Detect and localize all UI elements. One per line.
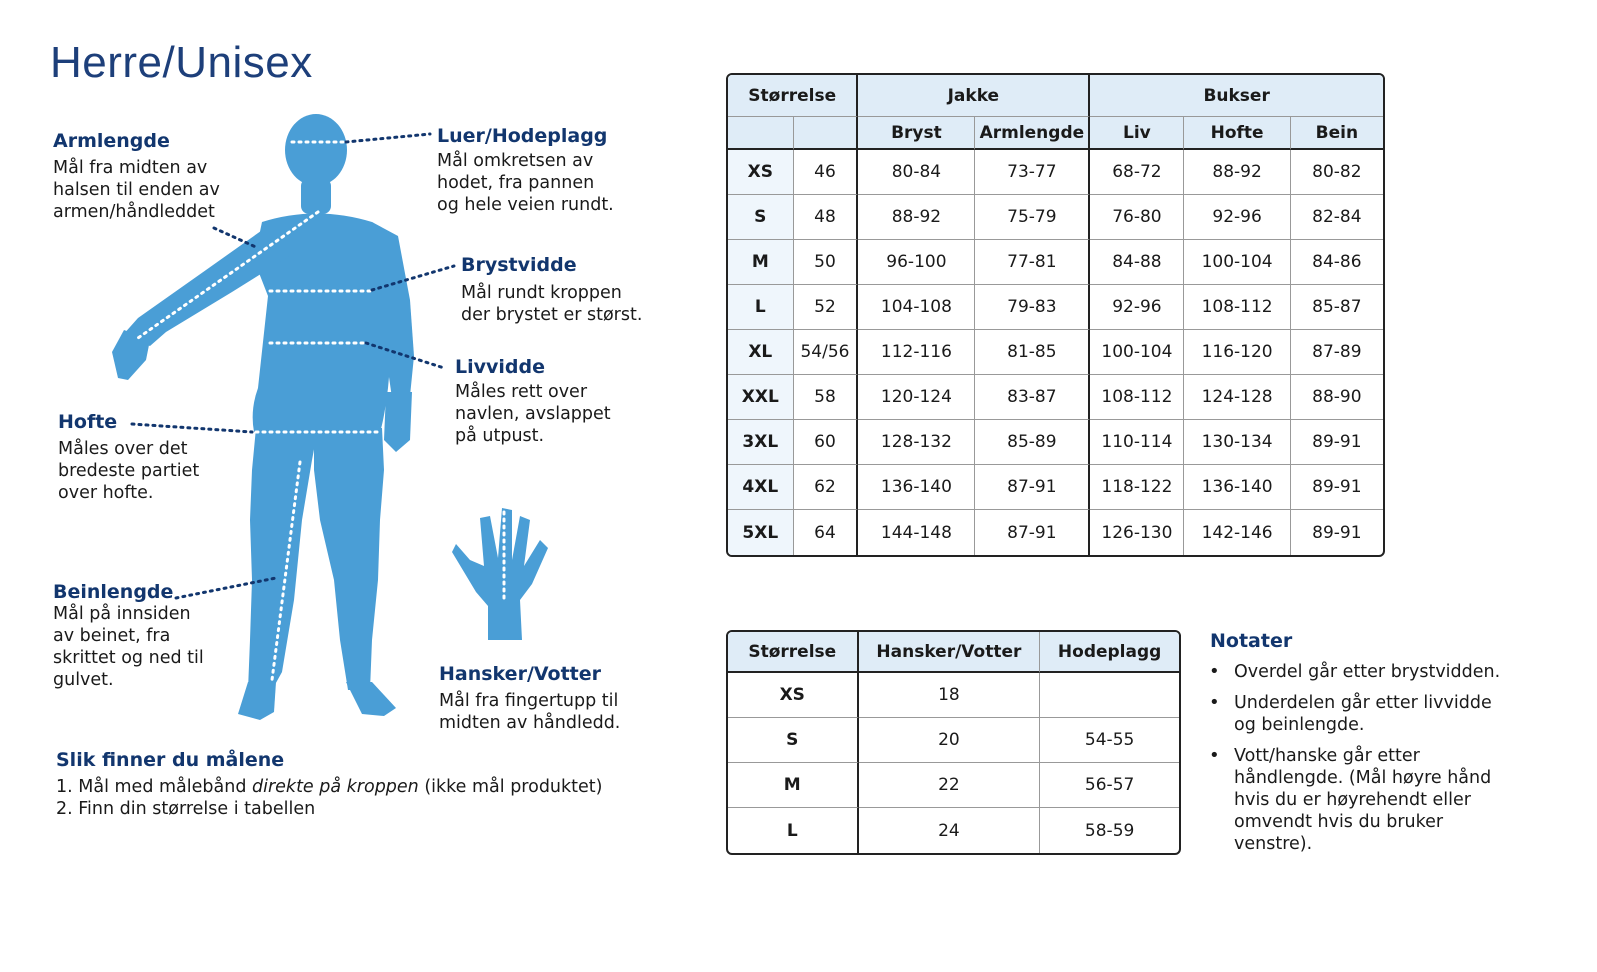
size-table-cell: 124-128 [1184, 375, 1290, 420]
howto-step-1-emphasis: direkte på kroppen [252, 777, 419, 797]
size-table-cell: 76-80 [1090, 195, 1184, 240]
notes-title: Notater [1210, 630, 1293, 652]
howto-steps [56, 776, 602, 820]
size-table-cell: 100-104 [1184, 240, 1290, 285]
header-empty-1 [728, 117, 794, 150]
size-table-cell: 83-87 [975, 375, 1090, 420]
acc-size-cell: M [728, 763, 859, 808]
acc-table-cell [1040, 673, 1179, 718]
hofte-title: Hofte [58, 411, 118, 433]
size-cell: XL [728, 330, 794, 375]
size-table-cell: 84-88 [1090, 240, 1184, 285]
accessory-table [726, 630, 1181, 855]
label-hofte [58, 411, 248, 504]
size-table-cell: 120-124 [858, 375, 975, 420]
size-cell: M [728, 240, 794, 285]
acc-table-cell: 56-57 [1040, 763, 1179, 808]
acc-size-cell: XS [728, 673, 859, 718]
size-table-cell: 136-140 [858, 465, 975, 510]
size-table-cell: 108-112 [1090, 375, 1184, 420]
size-table-cell: 80-84 [858, 150, 975, 195]
howto-step-1 [56, 776, 602, 798]
size-row [728, 510, 1383, 555]
size-table-cell: 130-134 [1184, 420, 1290, 465]
acc-table-cell: 58-59 [1084, 820, 1135, 841]
header-bukser: Bukser [1090, 75, 1383, 117]
note-item: • Underdelen går etter livvidde og beinlengde. [1205, 692, 1505, 736]
size-table-cell: 60 [794, 420, 859, 465]
label-brystvidde [461, 254, 681, 326]
size-table-cell: 88-92 [858, 195, 975, 240]
page-title: Herre/Unisex [50, 38, 313, 87]
size-table-cell: 54/56 [794, 330, 859, 375]
size-table-cell: 89-91 [1291, 420, 1383, 465]
size-table-cell: 100-104 [1090, 330, 1184, 375]
header-liv: Liv [1090, 117, 1184, 150]
size-table-cell: 89-91 [1312, 522, 1362, 543]
size-table-cell: 48 [794, 195, 859, 240]
size-table-cell: 88-90 [1291, 375, 1383, 420]
size-row [728, 150, 1383, 195]
hansker-title: Hansker/Votter [439, 663, 602, 685]
size-table-cell: 81-85 [975, 330, 1090, 375]
size-table-cell: 68-72 [1090, 150, 1184, 195]
size-table-cell: 128-132 [858, 420, 975, 465]
size-table-cell: 80-82 [1291, 150, 1383, 195]
hansker-text: Mål fra fingertupp til midten av håndledd. [439, 691, 621, 733]
size-table-cell: 87-91 [975, 510, 1090, 555]
acc-row [728, 808, 1179, 853]
header-empty-2 [794, 117, 859, 150]
header-bein: Bein [1291, 117, 1383, 150]
beinlengde-text: Mål på innsiden av beinet, fra skrittet og ned til gulvet. [53, 604, 204, 690]
size-table-cell: 64 [794, 510, 859, 555]
acc-row [728, 673, 1179, 718]
size-table-cell: 75-79 [975, 195, 1090, 240]
armlengde-title: Armlengde [53, 130, 170, 152]
size-cell: S [728, 195, 794, 240]
header-hofte: Hofte [1184, 117, 1290, 150]
size-table-cell: 136-140 [1184, 465, 1290, 510]
size-row [728, 195, 1383, 240]
brystvidde-text: Mål rundt kroppen der brystet er størst. [461, 283, 643, 325]
size-table-cell: 77-81 [975, 240, 1090, 285]
size-table-cell: 84-86 [1291, 240, 1383, 285]
size-table-cell: 58 [794, 375, 859, 420]
notes-list [1205, 661, 1505, 864]
size-cell: 3XL [728, 420, 794, 465]
size-table-cell: 112-116 [858, 330, 975, 375]
acc-table-cell: 18 [859, 673, 1041, 718]
size-cell: 4XL [728, 465, 794, 510]
beinlengde-title: Beinlengde [53, 581, 174, 603]
header-jakke: Jakke [858, 75, 1090, 117]
header-bryst: Bryst [858, 117, 975, 150]
header-size: Størrelse [728, 75, 858, 117]
note-item: • Overdel går etter brystvidden. [1205, 661, 1505, 683]
size-table-cell: 144-148 [858, 510, 975, 555]
acc-header-size: Størrelse [728, 632, 859, 673]
label-luer [437, 125, 677, 216]
label-livvidde [455, 356, 655, 447]
size-row [728, 330, 1383, 375]
label-beinlengde [53, 581, 243, 691]
armlengde-text: Mål fra midten av halsen til enden av armen/håndleddet [53, 158, 220, 222]
size-cell: L [728, 285, 794, 330]
howto-step-1-prefix: 1. Mål med målebånd [56, 777, 252, 797]
size-cell: XS [728, 150, 794, 195]
size-table-cell: 88-92 [1184, 150, 1290, 195]
size-table-cell: 92-96 [1090, 285, 1184, 330]
size-table-cell: 85-87 [1291, 285, 1383, 330]
size-table-cell: 118-122 [1090, 465, 1184, 510]
size-row [728, 375, 1383, 420]
brystvidde-title: Brystvidde [461, 254, 577, 276]
acc-header-hodeplagg: Hodeplagg [1040, 632, 1179, 673]
size-cell: XXL [728, 375, 794, 420]
acc-table-cell: 24 [859, 808, 1041, 853]
size-table-cell: 79-83 [975, 285, 1090, 330]
hofte-text: Måles over det bredeste partiet over hofte. [58, 439, 200, 503]
size-table-cell: 92-96 [1184, 195, 1290, 240]
acc-size-cell: S [728, 718, 859, 763]
size-table-cell: 89-91 [1291, 465, 1383, 510]
size-table-cell: 62 [794, 465, 859, 510]
acc-table-cell: 20 [859, 718, 1041, 763]
size-table-cell: 50 [794, 240, 859, 285]
acc-table-cell: 54-55 [1040, 718, 1179, 763]
size-row [728, 465, 1383, 510]
luer-title: Luer/Hodeplagg [437, 125, 608, 147]
howto-step-2: 2. Finn din størrelse i tabellen [56, 799, 316, 819]
size-table-cell: 104-108 [858, 285, 975, 330]
livvidde-title: Livvidde [455, 356, 545, 378]
livvidde-text: Måles rett over navlen, avslappet på utpust. [455, 382, 611, 446]
acc-size-cell: L [728, 808, 859, 853]
howto-step-1-suffix: (ikke mål produktet) [418, 777, 603, 797]
size-row [728, 420, 1383, 465]
size-table-cell: 87-89 [1291, 330, 1383, 375]
size-table-cell: 96-100 [858, 240, 975, 285]
header-armlengde: Armlengde [975, 117, 1090, 150]
acc-header-hansker: Hansker/Votter [859, 632, 1041, 673]
howto-title: Slik finner du målene [56, 749, 285, 771]
size-table-cell: 73-77 [975, 150, 1090, 195]
luer-text: Mål omkretsen av hodet, fra pannen og hele veien rundt. [437, 151, 614, 215]
label-hansker [439, 663, 679, 734]
size-table-cell: 52 [794, 285, 859, 330]
size-table-cell: 85-89 [975, 420, 1090, 465]
size-row [728, 285, 1383, 330]
acc-table-cell: 22 [859, 763, 1041, 808]
note-item: • Vott/hanske går etter håndlengde. (Mål høyre hånd hvis du er høyrehendt eller omvendt hvis du bruker venstre). [1205, 745, 1505, 855]
acc-row [728, 718, 1179, 763]
size-table [726, 73, 1385, 557]
size-table-cell: 87-91 [975, 465, 1090, 510]
acc-row [728, 763, 1179, 808]
size-table-cell: 126-130 [1090, 510, 1184, 555]
size-cell: 5XL [728, 510, 794, 555]
size-table-cell: 142-146 [1184, 510, 1290, 555]
size-table-cell: 110-114 [1090, 420, 1184, 465]
size-table-cell: 46 [794, 150, 859, 195]
label-armlengde [53, 130, 273, 223]
size-table-cell: 116-120 [1184, 330, 1290, 375]
size-row [728, 240, 1383, 285]
size-table-cell: 82-84 [1291, 195, 1383, 240]
glove-hand-illustration [452, 508, 548, 640]
size-table-cell: 108-112 [1184, 285, 1290, 330]
